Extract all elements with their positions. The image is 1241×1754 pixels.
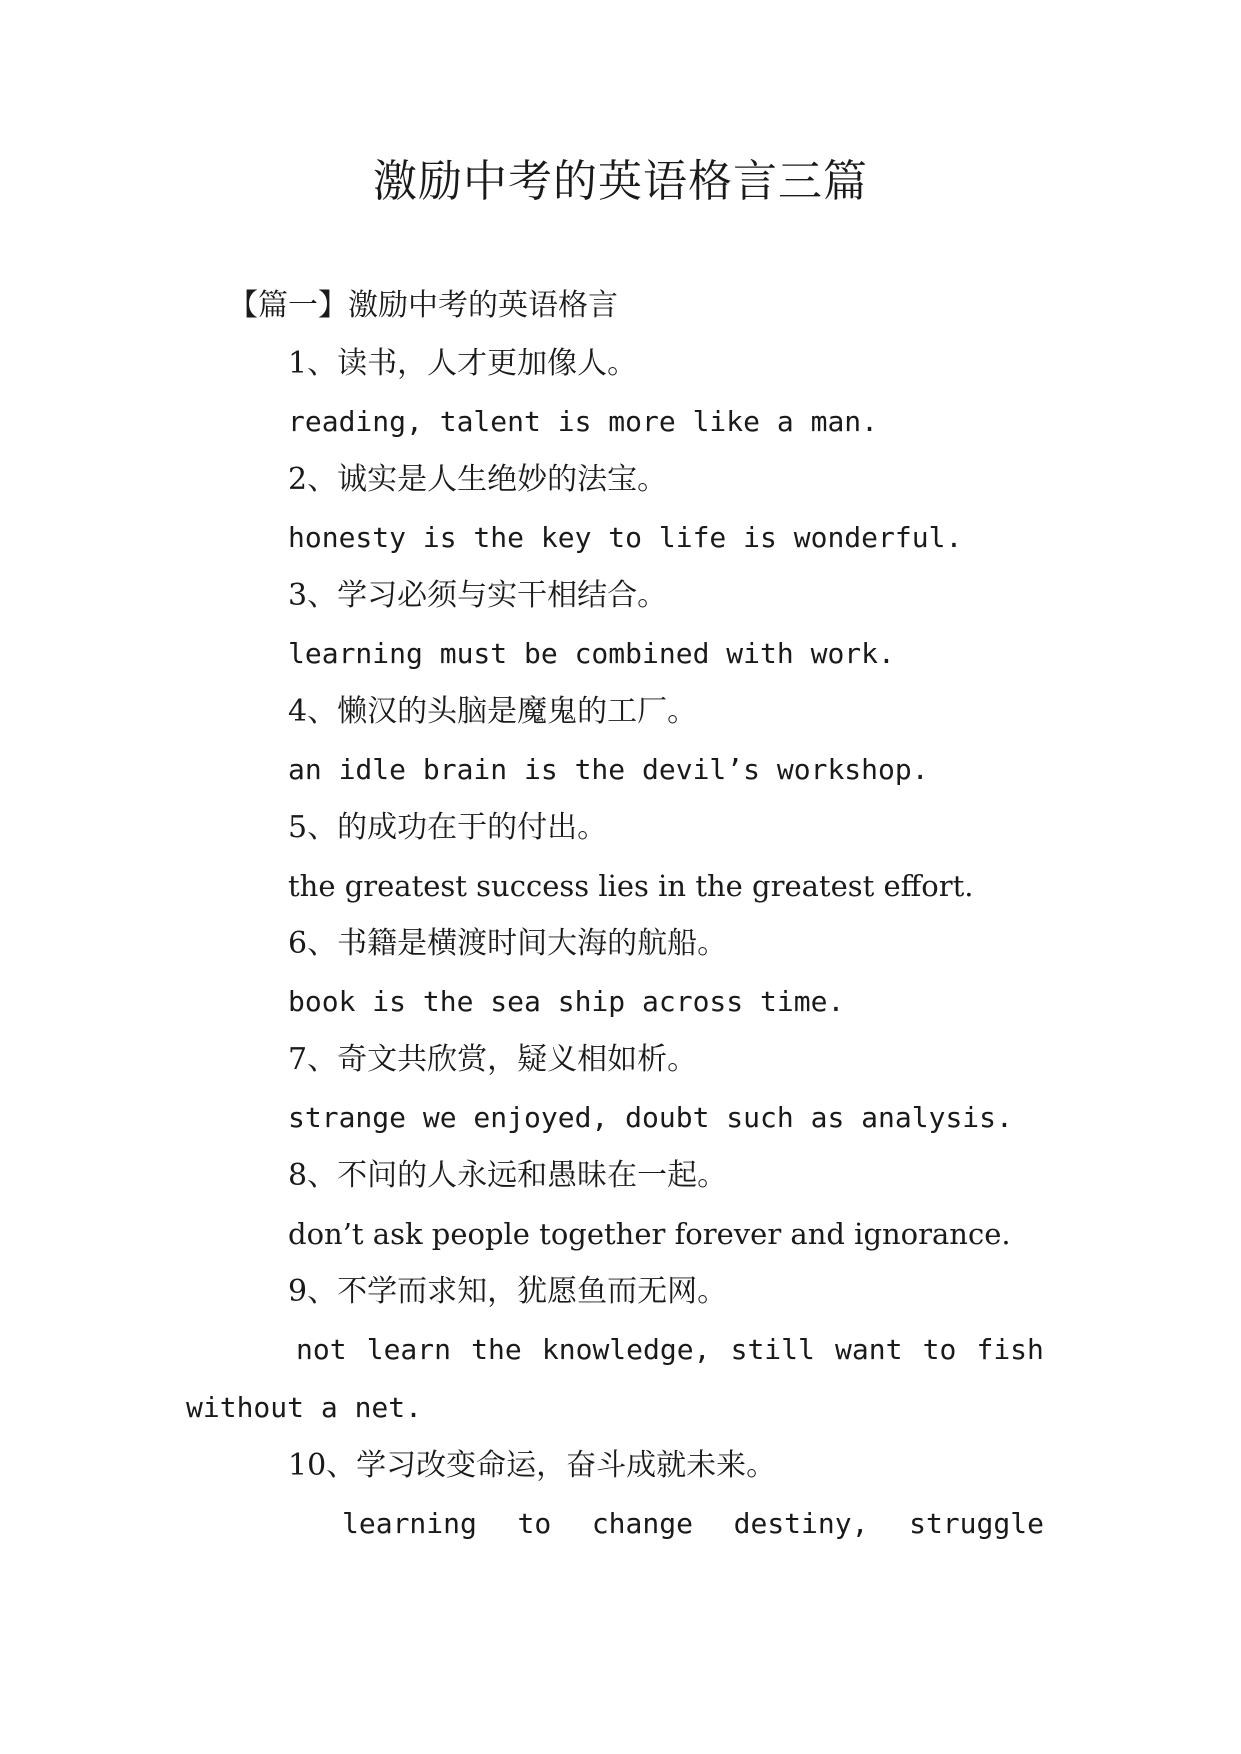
proverb-cn: 6、书籍是横渡时间大海的航船。 — [288, 926, 728, 961]
word: change — [591, 1507, 693, 1540]
proverb-en-justified — [296, 1330, 1044, 1370]
proverb-cn: 9、不学而求知，犹愿鱼而无网。 — [288, 1274, 728, 1309]
proverb-en: don’t ask people together forever and ignorance. — [288, 1217, 1011, 1251]
word: fish — [976, 1333, 1044, 1366]
word: to — [517, 1507, 552, 1540]
proverb-en: reading, talent is more like a man. — [288, 405, 879, 438]
word: learn — [366, 1333, 452, 1366]
proverb-en: the greatest success lies in the greatest effort. — [288, 869, 974, 903]
word: to — [922, 1333, 957, 1366]
word: not — [296, 1333, 347, 1366]
section-heading: 【篇一】激励中考的英语格言 — [228, 288, 618, 323]
proverb-cn: 3、学习必须与实干相结合。 — [288, 578, 668, 613]
proverb-cn: 10、学习改变命运，奋斗成就未来。 — [288, 1448, 777, 1483]
proverb-cn: 2、诚实是人生绝妙的法宝。 — [288, 462, 668, 497]
proverb-en: an idle brain is the devil’s workshop. — [288, 753, 929, 786]
word: still — [730, 1333, 815, 1366]
word: knowledge, — [541, 1333, 711, 1366]
proverb-cn: 7、奇文共欣赏，疑义相如析。 — [288, 1042, 698, 1077]
document-title: 激励中考的英语格言三篇 — [373, 156, 868, 207]
proverb-en-continued: without a net. — [186, 1391, 423, 1424]
word: learning — [342, 1507, 477, 1540]
proverb-en: honesty is the key to life is wonderful. — [288, 521, 963, 554]
proverb-cn: 5、的成功在于的付出。 — [288, 810, 608, 845]
word: struggle — [909, 1507, 1044, 1540]
proverb-en: learning must be combined with work. — [288, 637, 895, 670]
proverb-cn: 4、懒汉的头脑是魔鬼的工厂。 — [288, 694, 698, 729]
word: destiny, — [733, 1507, 869, 1540]
proverb-en: book is the sea ship across time. — [288, 985, 845, 1018]
proverb-cn: 8、不问的人永远和愚昧在一起。 — [288, 1158, 728, 1193]
word: want — [835, 1333, 903, 1366]
word: the — [471, 1333, 522, 1366]
proverb-en: strange we enjoyed, doubt such as analysis. — [288, 1101, 1013, 1134]
proverb-cn: 1、读书，人才更加像人。 — [288, 346, 638, 381]
proverb-en-justified — [342, 1504, 1044, 1544]
